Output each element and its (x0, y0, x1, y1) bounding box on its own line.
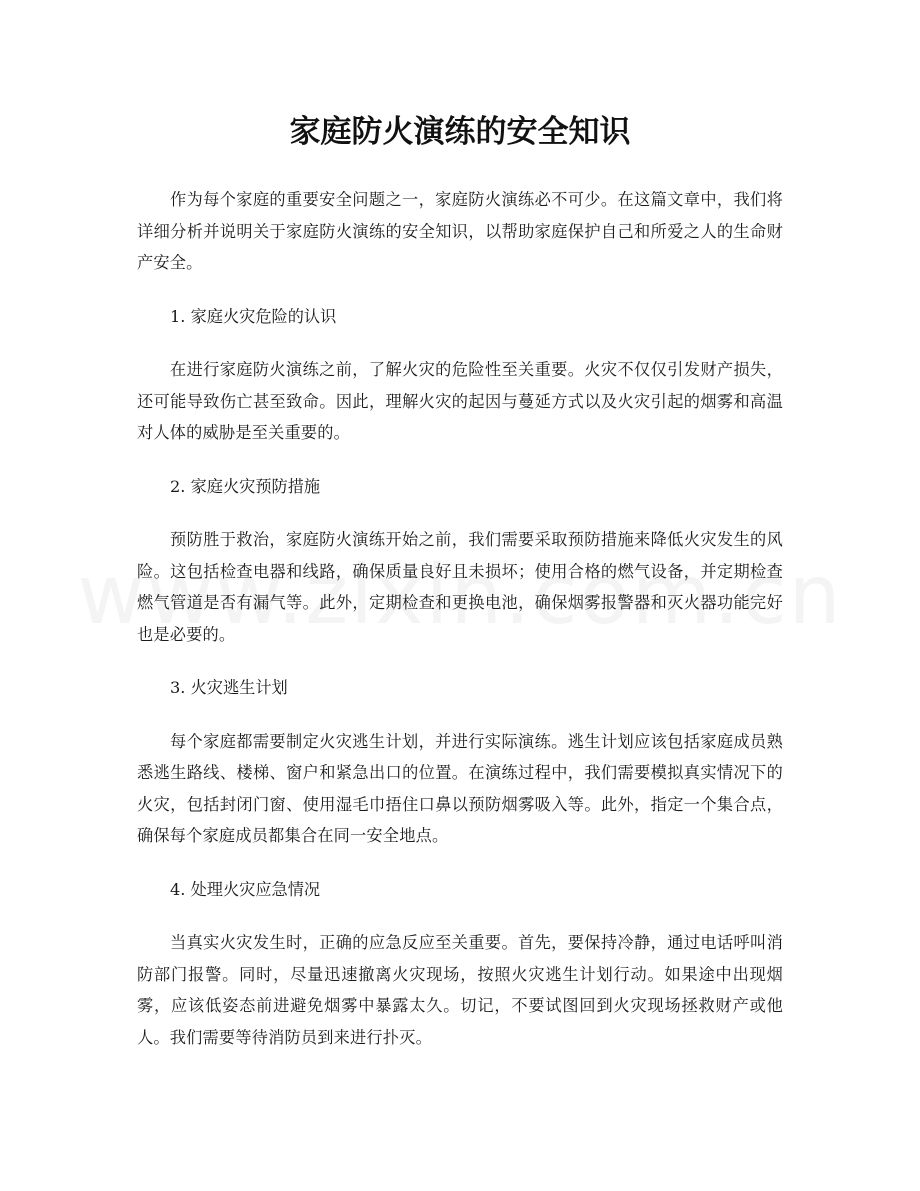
section-body-4: 当真实火灾发生时，正确的应急反应至关重要。首先，要保持冷静，通过电话呼叫消防部门报警。同时，尽量迅速撤离火灾现场，按照火灾逃生计划行动。如果途中出现烟雾，应该低姿态前进避免烟雾中暴露太久。切记，不要试图回到火灾现场拯救财产或他人。我们需要等待消防员到来进行扑灭。 (137, 933, 783, 1047)
section-body-1: 在进行家庭防火演练之前，了解火灾的危险性至关重要。火灾不仅仅引发财产损失，还可能导致伤亡甚至致命。因此，理解火灾的起因与蔓延方式以及火灾引起的烟雾和高温对人体的威胁是至关重要的。 (137, 360, 783, 442)
intro-paragraph: 作为每个家庭的重要安全问题之一，家庭防火演练必不可少。在这篇文章中，我们将详细分析并说明关于家庭防火演练的安全知识，以帮助家庭保护自己和所爱之人的生命财产安全。 (137, 190, 783, 272)
section-body-3: 每个家庭都需要制定火灾逃生计划，并进行实际演练。逃生计划应该包括家庭成员熟悉逃生路线、楼梯、窗户和紧急出口的位置。在演练过程中，我们需要模拟真实情况下的火灾，包括封闭门窗、使用湿毛巾捂住口鼻以预防烟雾吸入等。此外，指定一个集合点，确保每个家庭成员都集合在同一安全地点。 (137, 731, 783, 845)
document-body (137, 184, 783, 1053)
section-body-2: 预防胜于救治，家庭防火演练开始之前，我们需要采取预防措施来降低火灾发生的风险。这包括检查电器和线路，确保质量良好且未损坏；使用合格的燃气设备，并定期检查燃气管道是否有漏气等。此外，定期检查和更换电池，确保烟雾报警器和灭火器功能完好也是必要的。 (137, 530, 783, 644)
section-heading-2: 2. 家庭火灾预防措施 (170, 476, 321, 496)
section-heading-4: 4. 处理火灾应急情况 (170, 879, 321, 899)
section-heading-1: 1. 家庭火灾危险的认识 (170, 306, 337, 326)
section-heading-3: 3. 火灾逃生计划 (170, 678, 288, 697)
page-title: 家庭防火演练的安全知识 (289, 114, 631, 150)
